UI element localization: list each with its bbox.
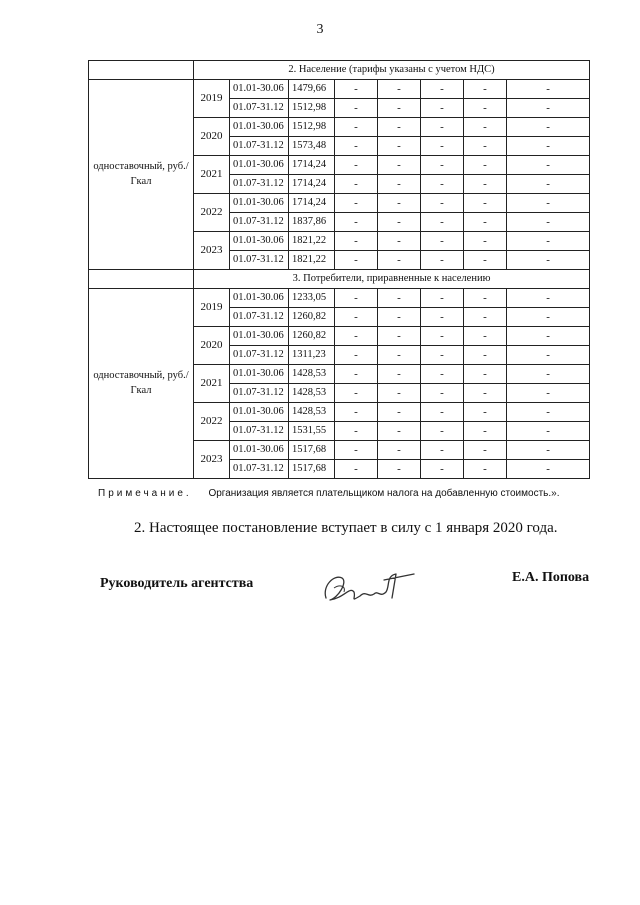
empty-value-cell: -	[421, 422, 464, 441]
empty-value-cell: -	[378, 441, 421, 460]
note-text: Организация является плательщиком налога на добавленную стоимость.».	[208, 488, 560, 499]
period-cell: 01.01-30.06	[230, 289, 289, 308]
empty-value-cell: -	[507, 156, 590, 175]
empty-value-cell: -	[335, 327, 378, 346]
empty-value-cell: -	[464, 346, 507, 365]
year-cell: 2019	[194, 80, 230, 118]
empty-value-cell: -	[464, 422, 507, 441]
empty-value-cell: -	[378, 422, 421, 441]
empty-value-cell: -	[464, 80, 507, 99]
empty-value-cell: -	[507, 175, 590, 194]
empty-value-cell: -	[421, 213, 464, 232]
tariff-value-cell: 1233,05	[289, 289, 335, 308]
empty-value-cell: -	[507, 422, 590, 441]
empty-value-cell: -	[378, 156, 421, 175]
section-header-row	[89, 61, 590, 80]
empty-value-cell: -	[421, 175, 464, 194]
tariff-value-cell: 1428,53	[289, 365, 335, 384]
empty-value-cell: -	[378, 384, 421, 403]
empty-value-cell: -	[335, 99, 378, 118]
tariff-value-cell: 1512,98	[289, 118, 335, 137]
empty-value-cell: -	[335, 441, 378, 460]
period-cell: 01.01-30.06	[230, 80, 289, 99]
empty-value-cell: -	[507, 327, 590, 346]
empty-value-cell: -	[421, 403, 464, 422]
period-cell: 01.01-30.06	[230, 327, 289, 346]
empty-value-cell: -	[464, 460, 507, 479]
empty-value-cell: -	[378, 365, 421, 384]
period-cell: 01.01-30.06	[230, 118, 289, 137]
empty-value-cell: -	[335, 118, 378, 137]
empty-value-cell: -	[421, 365, 464, 384]
empty-value-cell: -	[335, 346, 378, 365]
empty-value-cell: -	[507, 232, 590, 251]
empty-value-cell: -	[421, 137, 464, 156]
empty-value-cell: -	[421, 80, 464, 99]
period-cell: 01.01-30.06	[230, 232, 289, 251]
empty-value-cell: -	[464, 327, 507, 346]
empty-value-cell: -	[421, 346, 464, 365]
empty-value-cell: -	[335, 137, 378, 156]
empty-value-cell: -	[378, 327, 421, 346]
empty-value-cell: -	[507, 251, 590, 270]
tariff-category: одноставочный, руб./Гкал	[89, 80, 194, 270]
section-title: 2. Население (тарифы указаны с учетом НДС)	[194, 61, 590, 80]
empty-value-cell: -	[421, 118, 464, 137]
empty-value-cell: -	[464, 308, 507, 327]
year-cell: 2021	[194, 365, 230, 403]
period-cell: 01.07-31.12	[230, 460, 289, 479]
empty-value-cell: -	[378, 175, 421, 194]
empty-value-cell: -	[507, 213, 590, 232]
empty-value-cell: -	[421, 156, 464, 175]
empty-value-cell: -	[335, 365, 378, 384]
empty-value-cell: -	[421, 289, 464, 308]
empty-value-cell: -	[335, 232, 378, 251]
empty-value-cell: -	[378, 346, 421, 365]
tariff-value-cell: 1714,24	[289, 156, 335, 175]
empty-value-cell: -	[421, 384, 464, 403]
period-cell: 01.07-31.12	[230, 213, 289, 232]
empty-value-cell: -	[335, 460, 378, 479]
empty-value-cell: -	[464, 99, 507, 118]
empty-value-cell: -	[421, 194, 464, 213]
tariff-value-cell: 1517,68	[289, 441, 335, 460]
page-number: 3	[316, 22, 324, 37]
empty-value-cell: -	[421, 251, 464, 270]
year-cell: 2021	[194, 156, 230, 194]
empty-value-cell: -	[378, 194, 421, 213]
empty-value-cell: -	[507, 308, 590, 327]
signer-title: Руководитель агентства	[100, 576, 254, 591]
empty-value-cell: -	[507, 137, 590, 156]
empty-value-cell: -	[378, 308, 421, 327]
year-cell: 2022	[194, 194, 230, 232]
empty-value-cell: -	[335, 251, 378, 270]
year-cell: 2020	[194, 327, 230, 365]
empty-value-cell: -	[335, 422, 378, 441]
empty-value-cell: -	[464, 289, 507, 308]
empty-value-cell: -	[421, 232, 464, 251]
empty-value-cell: -	[507, 346, 590, 365]
section-title: 3. Потребители, приравненные к населению	[194, 270, 590, 289]
empty-value-cell: -	[421, 460, 464, 479]
empty-value-cell: -	[464, 251, 507, 270]
signature-block	[100, 568, 630, 618]
empty-value-cell: -	[507, 460, 590, 479]
tariff-value-cell: 1428,53	[289, 403, 335, 422]
year-cell: 2020	[194, 118, 230, 156]
empty-value-cell: -	[464, 156, 507, 175]
year-cell: 2023	[194, 441, 230, 479]
empty-value-cell: -	[464, 441, 507, 460]
empty-value-cell: -	[464, 118, 507, 137]
table-row	[89, 289, 590, 308]
empty-value-cell: -	[378, 460, 421, 479]
tariff-table-body	[89, 61, 590, 479]
empty-value-cell: -	[421, 99, 464, 118]
tariff-category: одноставочный, руб./Гкал	[89, 289, 194, 479]
tariff-value-cell: 1479,66	[289, 80, 335, 99]
empty-value-cell: -	[335, 175, 378, 194]
period-cell: 01.01-30.06	[230, 441, 289, 460]
tariff-value-cell: 1531,55	[289, 422, 335, 441]
empty-value-cell: -	[464, 232, 507, 251]
empty-value-cell: -	[378, 289, 421, 308]
period-cell: 01.01-30.06	[230, 156, 289, 175]
empty-value-cell: -	[464, 137, 507, 156]
decree-effective-date-text: 2. Настоящее постановление вступает в силу с 1 января 2020 года.	[134, 520, 558, 536]
empty-value-cell: -	[335, 194, 378, 213]
note-label: Примечание.	[98, 488, 192, 499]
empty-value-cell: -	[378, 251, 421, 270]
section-header-row	[89, 270, 590, 289]
section-spacer-cell	[89, 61, 194, 80]
tariff-table	[88, 60, 590, 479]
table-row	[89, 80, 590, 99]
empty-value-cell: -	[507, 80, 590, 99]
empty-value-cell: -	[464, 194, 507, 213]
tariff-value-cell: 1821,22	[289, 251, 335, 270]
empty-value-cell: -	[335, 403, 378, 422]
empty-value-cell: -	[464, 365, 507, 384]
tariff-value-cell: 1821,22	[289, 232, 335, 251]
tariff-value-cell: 1714,24	[289, 175, 335, 194]
empty-value-cell: -	[421, 327, 464, 346]
empty-value-cell: -	[507, 403, 590, 422]
empty-value-cell: -	[335, 289, 378, 308]
period-cell: 01.01-30.06	[230, 365, 289, 384]
empty-value-cell: -	[335, 308, 378, 327]
tariff-value-cell: 1837,86	[289, 213, 335, 232]
empty-value-cell: -	[335, 213, 378, 232]
empty-value-cell: -	[335, 156, 378, 175]
tariff-value-cell: 1573,48	[289, 137, 335, 156]
period-cell: 01.07-31.12	[230, 137, 289, 156]
empty-value-cell: -	[378, 232, 421, 251]
empty-value-cell: -	[507, 441, 590, 460]
empty-value-cell: -	[464, 175, 507, 194]
empty-value-cell: -	[507, 194, 590, 213]
empty-value-cell: -	[421, 308, 464, 327]
period-cell: 01.07-31.12	[230, 422, 289, 441]
empty-value-cell: -	[378, 403, 421, 422]
empty-value-cell: -	[335, 80, 378, 99]
period-cell: 01.01-30.06	[230, 194, 289, 213]
empty-value-cell: -	[378, 213, 421, 232]
empty-value-cell: -	[378, 118, 421, 137]
signer-name: Е.А. Попова	[512, 570, 590, 585]
period-cell: 01.07-31.12	[230, 308, 289, 327]
empty-value-cell: -	[378, 137, 421, 156]
tariff-value-cell: 1517,68	[289, 460, 335, 479]
period-cell: 01.07-31.12	[230, 346, 289, 365]
period-cell: 01.07-31.12	[230, 251, 289, 270]
period-cell: 01.07-31.12	[230, 99, 289, 118]
tariff-value-cell: 1714,24	[289, 194, 335, 213]
empty-value-cell: -	[421, 441, 464, 460]
section-spacer-cell	[89, 270, 194, 289]
empty-value-cell: -	[464, 403, 507, 422]
empty-value-cell: -	[507, 384, 590, 403]
tariff-value-cell: 1260,82	[289, 308, 335, 327]
period-cell: 01.07-31.12	[230, 175, 289, 194]
year-cell: 2022	[194, 403, 230, 441]
period-cell: 01.01-30.06	[230, 403, 289, 422]
empty-value-cell: -	[507, 118, 590, 137]
empty-value-cell: -	[378, 99, 421, 118]
empty-value-cell: -	[464, 384, 507, 403]
empty-value-cell: -	[507, 365, 590, 384]
empty-value-cell: -	[507, 99, 590, 118]
year-cell: 2023	[194, 232, 230, 270]
empty-value-cell: -	[464, 213, 507, 232]
note	[98, 488, 618, 499]
tariff-value-cell: 1311,23	[289, 346, 335, 365]
empty-value-cell: -	[335, 384, 378, 403]
period-cell: 01.07-31.12	[230, 384, 289, 403]
empty-value-cell: -	[507, 289, 590, 308]
empty-value-cell: -	[378, 80, 421, 99]
tariff-value-cell: 1260,82	[289, 327, 335, 346]
tariff-value-cell: 1428,53	[289, 384, 335, 403]
year-cell: 2019	[194, 289, 230, 327]
tariff-value-cell: 1512,98	[289, 99, 335, 118]
handwritten-signature	[320, 568, 420, 608]
